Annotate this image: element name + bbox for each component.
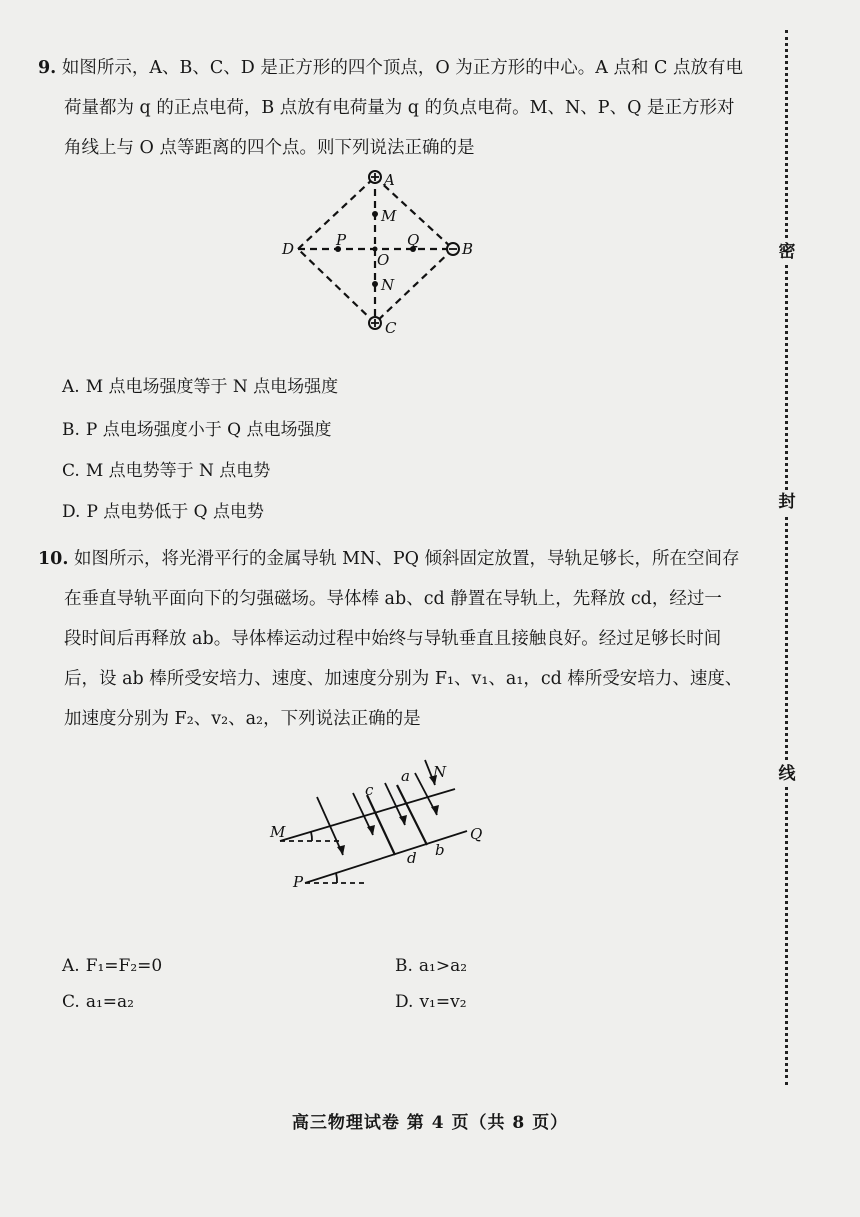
question-10-line-2: 在垂直导轨平面向下的匀强磁场。导体棒 ab、cd 静置在导轨上，先释放 cd，经过一: [64, 589, 722, 609]
rod-cd: [367, 795, 395, 855]
label-q: Q: [470, 825, 483, 843]
label-q: Q: [407, 231, 420, 249]
field-arrowheads: [337, 775, 439, 855]
question-9-line-2: 荷量都为 q 的正点电荷，B 点放有电荷量为 q 的负点电荷。M、N、P、Q 是正方形对: [64, 98, 735, 118]
question-9-line-3: 角线上与 O 点等距离的四个点。则下列说法正确的是: [64, 138, 475, 158]
question-9-option-b[interactable]: B. P 点电场强度小于 Q 点电场强度: [62, 420, 332, 440]
question-9-figure: [270, 165, 490, 340]
question-9-option-d[interactable]: D. P 点电势低于 Q 点电势: [62, 502, 265, 522]
square-edge-cd: [298, 249, 375, 323]
binding-char-seal: 密: [776, 240, 798, 264]
label-c: c: [365, 781, 374, 799]
question-10: [38, 539, 743, 739]
label-m: M: [381, 207, 397, 225]
question-10-option-d[interactable]: D. v₁=v₂: [395, 992, 467, 1012]
question-10-option-a[interactable]: A. F₁=F₂=0: [62, 956, 163, 976]
label-d: d: [407, 849, 417, 867]
question-9: [38, 48, 743, 168]
question-10-figure: [255, 755, 495, 900]
point-n: [372, 281, 378, 287]
label-d: D: [282, 240, 295, 258]
question-9-line-1: 如图所示，A、B、C、D 是正方形的四个顶点，O 为正方形的中心。A 点和 C 点放有电: [61, 58, 743, 78]
angle-arc-p: [336, 873, 337, 883]
question-10-line-1: 如图所示，将光滑平行的金属导轨 MN、PQ 倾斜固定放置，导轨足够长，所在空间存: [74, 549, 740, 569]
question-9-option-c[interactable]: C. M 点电势等于 N 点电势: [62, 461, 271, 481]
label-a: A: [384, 171, 395, 189]
label-a: a: [401, 767, 410, 785]
question-10-option-c[interactable]: C. a₁=a₂: [62, 992, 134, 1012]
label-n: N: [433, 763, 447, 781]
label-c: C: [385, 319, 397, 337]
question-10-line-5: 加速度分别为 F₂、v₂、a₂，下列说法正确的是: [64, 709, 421, 729]
label-n: N: [381, 276, 395, 294]
positive-charge-a: [369, 171, 381, 183]
label-b: b: [435, 841, 445, 859]
question-10-option-b[interactable]: B. a₁>a₂: [395, 956, 468, 976]
label-o: O: [377, 251, 390, 269]
question-9-option-a[interactable]: A. M 点电场强度等于 N 点电场强度: [62, 377, 339, 397]
negative-charge-b: [447, 243, 459, 255]
question-10-number: 10.: [38, 549, 69, 569]
positive-charge-c: [369, 317, 381, 329]
point-m: [372, 211, 378, 217]
question-9-number: 9.: [38, 58, 57, 78]
binding-char-line: 线: [776, 762, 798, 786]
rod-ab: [397, 785, 427, 845]
angle-arc-m: [311, 832, 312, 841]
label-m: M: [270, 823, 286, 841]
label-p: P: [293, 873, 304, 891]
page-footer: 高三物理试卷 第 4 页（共 8 页）: [291, 1113, 569, 1133]
question-10-line-4: 后，设 ab 棒所受安培力、速度、加速度分别为 F₁、v₁、a₁，cd 棒所受安培力、速度、: [64, 669, 743, 689]
binding-dotted-line: [785, 30, 788, 1085]
binding-char-close: 封: [776, 490, 798, 514]
question-10-line-3: 段时间后再释放 ab。导体棒运动过程中始终与导轨垂直且接触良好。经过足够长时间: [64, 629, 722, 649]
label-p: P: [336, 231, 347, 249]
label-b: B: [462, 240, 474, 258]
